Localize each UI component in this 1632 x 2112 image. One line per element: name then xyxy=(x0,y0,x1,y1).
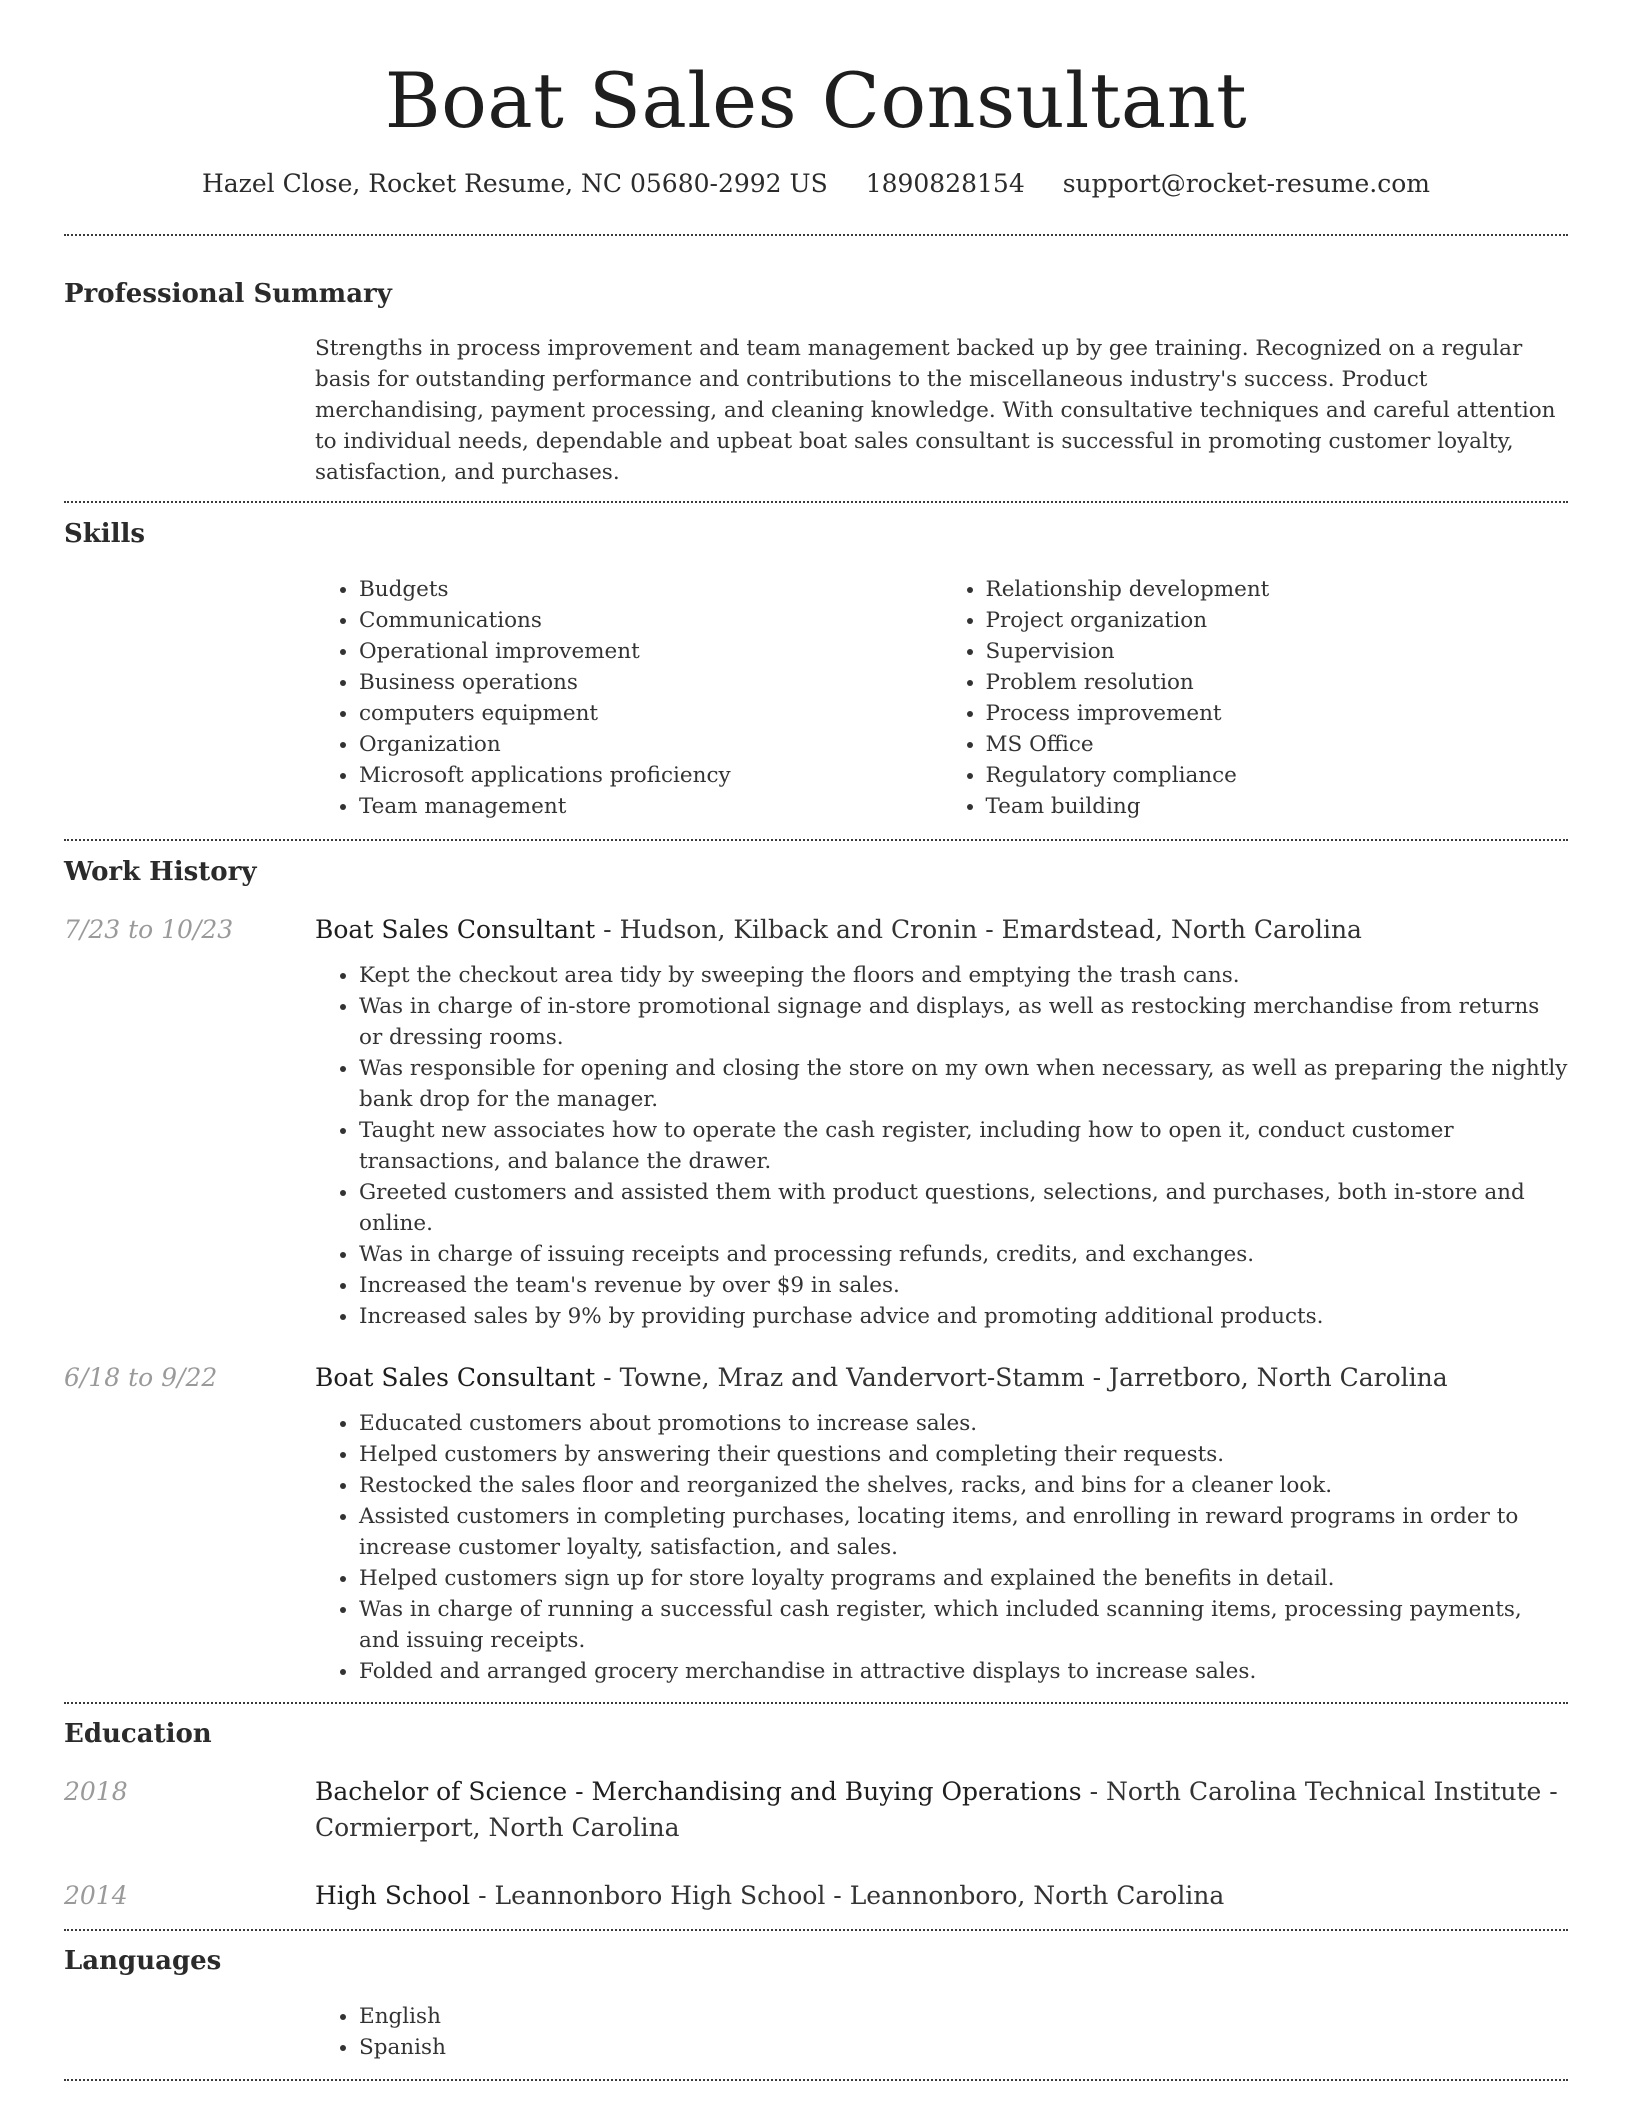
summary-section xyxy=(64,278,1568,488)
language-item: • English xyxy=(359,2001,1568,2032)
work-title: Work History xyxy=(64,857,257,887)
job-dates: 6/18 to 9/22 xyxy=(64,1363,218,1392)
skill-item: • Operational improvement xyxy=(359,636,942,667)
job-entry xyxy=(64,912,1568,1332)
job-entry xyxy=(64,1360,1568,1687)
skill-item: • Budgets xyxy=(359,574,942,605)
job-bullet: • Assisted customers in completing purchases, locating items, and enrolling in reward programs in order to increase customer loyalty, satisfaction, and sales. xyxy=(359,1501,1568,1563)
education-title: Education xyxy=(64,1719,212,1749)
section-divider xyxy=(64,234,1568,236)
education-school: - North Carolina Technical Institute - Cormierport, North Carolina xyxy=(315,1777,1558,1842)
education-heading xyxy=(315,1774,1568,1846)
job-bullet: • Educated customers about promotions to increase sales. xyxy=(359,1408,1568,1439)
skills-section xyxy=(64,518,1568,822)
skill-item: • Project organization xyxy=(986,605,1569,636)
languages-list-wrap xyxy=(315,2001,1568,2063)
job-bullet: • Increased sales by 9% by providing purchase advice and promoting additional products. xyxy=(359,1301,1568,1332)
skills-column-right xyxy=(942,574,1569,822)
summary-title: Professional Summary xyxy=(64,279,392,309)
job-bullet: • Taught new associates how to operate the cash register, including how to open it, conduct customer transactions, and balance the drawer. xyxy=(359,1115,1568,1177)
languages-section xyxy=(64,1945,1568,2063)
skills-column-left xyxy=(315,574,942,822)
skill-item: • Process improvement xyxy=(986,698,1569,729)
skill-item: • Regulatory compliance xyxy=(986,760,1569,791)
job-bullet: • Was in charge of in-store promotional signage and displays, as well as restocking merchandise from returns or dressing rooms. xyxy=(359,991,1568,1053)
contact-email: support@rocket-resume.com xyxy=(1062,169,1431,198)
skill-item: • computers equipment xyxy=(359,698,942,729)
education-heading xyxy=(315,1878,1568,1914)
contact-phone: 1890828154 xyxy=(865,169,1025,198)
skill-item: • MS Office xyxy=(986,729,1569,760)
education-degree: Bachelor of Science - Merchandising and Buying Operations xyxy=(315,1777,1082,1806)
resume-page xyxy=(64,0,1568,2081)
job-bullet: • Helped customers sign up for store loyalty programs and explained the benefits in detail. xyxy=(359,1563,1568,1594)
skill-item: • Organization xyxy=(359,729,942,760)
job-bullets xyxy=(315,960,1568,1332)
resume-name: Boat Sales Consultant xyxy=(384,56,1248,145)
summary-text: Strengths in process improvement and team management backed up by gee training. Recognized on a regular basis for outstanding performance and contributions to the miscellaneous industry's success. Product merchandising, payment processing, and cleaning knowledge. With consultative techniques and careful attention to individual needs, dependable and upbeat boat sales consultant is successful in promoting customer loyalty, satisfaction, and purchases. xyxy=(315,336,1556,485)
skill-item: • Communications xyxy=(359,605,942,636)
skill-item: • Microsoft applications proficiency xyxy=(359,760,942,791)
job-bullet: • Was in charge of running a successful cash register, which included scanning items, processing payments, and issuing receipts. xyxy=(359,1594,1568,1656)
skill-item: • Relationship development xyxy=(986,574,1569,605)
job-details xyxy=(315,912,1568,1332)
language-item: • Spanish xyxy=(359,2032,1568,2063)
skill-item: • Team building xyxy=(986,791,1569,822)
education-year: 2014 xyxy=(64,1881,128,1910)
job-bullet: • Helped customers by answering their questions and completing their requests. xyxy=(359,1439,1568,1470)
section-divider xyxy=(64,2079,1568,2081)
job-heading xyxy=(315,912,1568,948)
job-employer: - Towne, Mraz and Vandervort-Stamm - Jarretboro, North Carolina xyxy=(595,1363,1448,1392)
contact-address: Hazel Close, Rocket Resume, NC 05680-2992 US xyxy=(201,169,828,198)
work-section xyxy=(64,856,1568,1687)
section-divider xyxy=(64,1929,1568,1931)
job-bullet: • Increased the team's revenue by over $9 in sales. xyxy=(359,1270,1568,1301)
skills-title: Skills xyxy=(64,519,146,549)
section-divider xyxy=(64,839,1568,841)
job-role: Boat Sales Consultant xyxy=(315,915,596,944)
job-role: Boat Sales Consultant xyxy=(315,1363,596,1392)
job-bullets xyxy=(315,1408,1568,1687)
job-bullet: • Folded and arranged grocery merchandise in attractive displays to increase sales. xyxy=(359,1656,1568,1687)
section-divider xyxy=(64,501,1568,503)
job-bullet: • Kept the checkout area tidy by sweeping the floors and emptying the trash cans. xyxy=(359,960,1568,991)
skills-list xyxy=(315,574,1568,822)
skill-item: • Problem resolution xyxy=(986,667,1569,698)
section-divider xyxy=(64,1702,1568,1704)
education-year: 2018 xyxy=(64,1777,128,1806)
job-heading xyxy=(315,1360,1568,1396)
job-bullet: • Restocked the sales floor and reorganized the shelves, racks, and bins for a cleaner look. xyxy=(359,1470,1568,1501)
languages-title: Languages xyxy=(64,1946,222,1976)
job-bullet: • Greeted customers and assisted them with product questions, selections, and purchases, both in-store and online. xyxy=(359,1177,1568,1239)
job-details xyxy=(315,1360,1568,1687)
skill-item: • Business operations xyxy=(359,667,942,698)
skill-item: • Supervision xyxy=(986,636,1569,667)
skill-item: • Team management xyxy=(359,791,942,822)
education-school: - Leannonboro High School - Leannonboro, North Carolina xyxy=(470,1881,1225,1910)
job-bullet: • Was responsible for opening and closing the store on my own when necessary, as well as preparing the nightly bank drop for the manager. xyxy=(359,1053,1568,1115)
job-dates: 7/23 to 10/23 xyxy=(64,915,234,944)
education-entry xyxy=(64,1774,1568,1846)
education-entry xyxy=(64,1878,1568,1914)
contact-line xyxy=(64,168,1568,200)
job-bullet: • Was in charge of issuing receipts and processing refunds, credits, and exchanges. xyxy=(359,1239,1568,1270)
education-section xyxy=(64,1718,1568,1914)
education-degree: High School xyxy=(315,1881,471,1910)
job-employer: - Hudson, Kilback and Cronin - Emardstead, North Carolina xyxy=(595,915,1362,944)
languages-list xyxy=(315,2001,1568,2063)
